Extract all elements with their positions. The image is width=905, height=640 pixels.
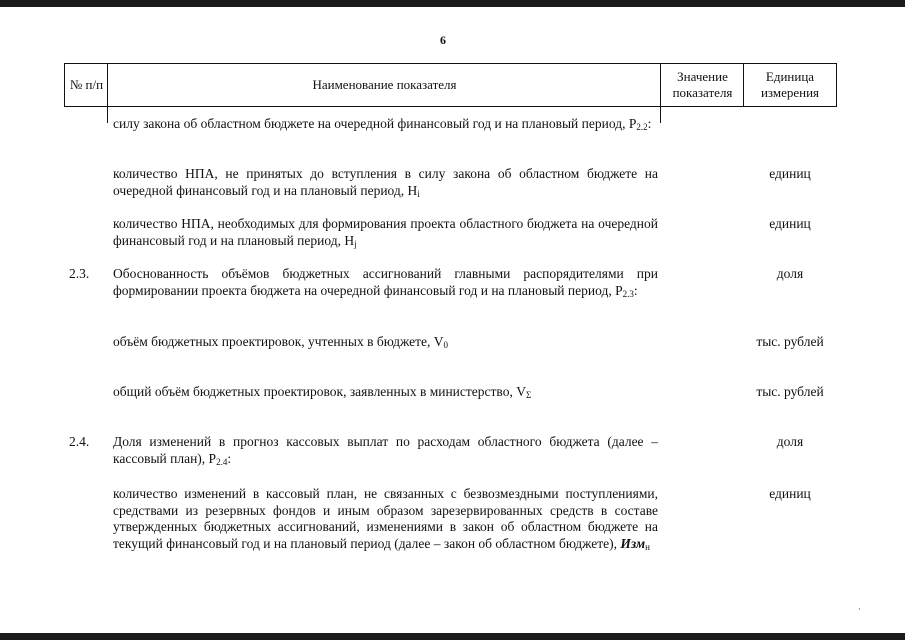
table-divider [107, 107, 108, 123]
row-text: силу закона об областном бюджете на очередной финансовый год и на плановый период, $P_{2.2}$: [113, 116, 652, 132]
header-name: Наименование показателя [107, 63, 661, 107]
row-text: Доля изменений в прогноз кассовых выплат по расходам областного бюджета (далее – кассовый план), $P_{2.4}$: [113, 434, 658, 467]
row-text: количество изменений в кассовый план, не связанных с безвозмездными поступлениями, средствами из резервных фондов и иным образом зарезервированных средств в составе утвержденных бюджетных ассигнований, изменениями в закон об областном бюджете на текущий финансовый год и на плановый период (далее – закон об областном бюджете), Изм$_н$ [113, 486, 658, 552]
row-number: 2.3. [69, 266, 90, 281]
row-number: 2.4. [69, 434, 90, 449]
row-text: объём бюджетных проектировок, учтенных в бюджете, $V_0$ [113, 334, 448, 350]
header-unit: Единица измерения [743, 63, 837, 107]
row-text: количество НПА, необходимых для формирования проекта областного бюджета на очередной финансовый год и на плановый период, $H_j$ [113, 216, 658, 249]
scan-bottom-border [0, 633, 905, 640]
header-num: № п/п [64, 63, 108, 107]
row-unit: тыс. рублей [756, 334, 824, 349]
page-number: 6 [440, 33, 446, 47]
row-unit: единиц [769, 216, 811, 231]
row-text: общий объём бюджетных проектировок, заявленных в министерство, $V_\Sigma$ [113, 384, 532, 400]
row-text: Обоснованность объёмов бюджетных ассигнований главными распорядителями при формировании проекта бюджета на очередной финансовый год и на плановый период, $P_{2.3}$: [113, 266, 658, 299]
row-unit: единиц [769, 486, 811, 501]
row-unit: единиц [769, 166, 811, 181]
row-unit: доля [776, 434, 804, 449]
scan-top-border [0, 0, 905, 7]
table-divider [660, 107, 661, 123]
row-text: количество НПА, не принятых до вступления в силу закона об областном бюджете на очередной финансовый год и на плановый период, $H_i$ [113, 166, 658, 199]
header-value: Значение показателя [660, 63, 744, 107]
scan-speck: · [858, 604, 861, 614]
row-unit: доля [776, 266, 804, 281]
row-unit: тыс. рублей [756, 384, 824, 399]
